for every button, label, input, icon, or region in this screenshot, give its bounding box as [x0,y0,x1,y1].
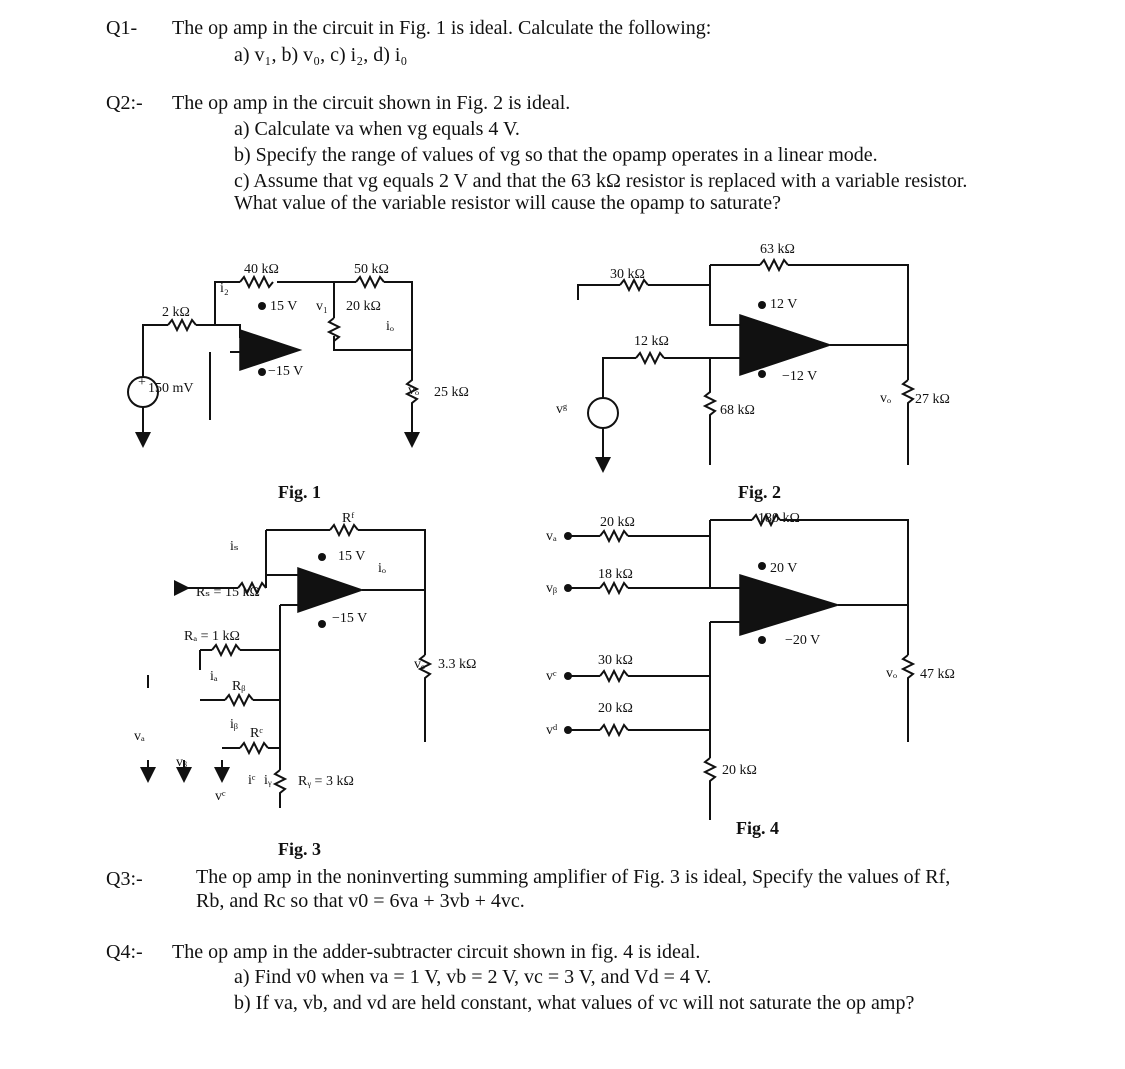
fig1-label-i2: i₂ [220,281,229,296]
fig2-label-vg: vᵍ [556,402,568,417]
q3-number: Q3:- [106,868,143,890]
fig1-label-vpos: 15 V [270,299,298,314]
fig2-caption: Fig. 2 [738,482,781,502]
fig1-circuit [128,262,469,502]
q4-number: Q4:- [106,941,143,963]
fig2-label-va: vₒ [880,391,892,406]
fig1-resistor-2k [168,320,196,330]
fig4-label-vpos: 20 V [770,561,798,576]
q2-part-c1: c) Assume that vg equals 2 V and that the 63 kΩ resistor is replaced with a variable resistor. [234,170,968,192]
fig3-label-ra: Rₐ = 1 kΩ [184,629,240,644]
q1-line2: a) v₁, b) v₀, c) i₂, d) i₀ [234,44,408,66]
fig3-label-vc: vᶜ [215,789,226,804]
q2-part-b: b) Specify the range of values of vg so that the opamp operates in a linear mode. [234,144,878,166]
fig4-resistor-18k [600,583,628,593]
fig3-label-is: iₛ [230,539,239,554]
fig1-label-2k: 2 kΩ [162,305,190,320]
fig2-circuit [556,242,950,502]
fig4-label-20k-a: 20 kΩ [600,515,635,530]
fig4-resistor-20k-a [600,531,628,541]
fig4-label-vb: vᵦ [546,581,557,596]
fig1-label-vneg: −15 V [268,364,304,379]
fig2-voltage-source [588,398,618,428]
fig1-resistor-40k [240,277,273,287]
fig2-label-12k: 12 kΩ [634,334,669,349]
fig2-label-vpos: 12 V [770,297,798,312]
fig2-label-63k: 63 kΩ [760,242,795,257]
fig2-resistor-68k [705,358,715,465]
fig3-resistor-rf [330,525,358,535]
fig1-src-label: 150 mV [148,381,194,396]
fig4-label-30k: 30 kΩ [598,653,633,668]
q4-part-b: b) If va, vb, and vd are held constant, what values of vc will not saturate the op amp? [234,992,915,1014]
q2-line1: The op amp in the circuit shown in Fig. 2 is ideal. [172,92,571,114]
fig4-label-vd: vᵈ [546,723,558,738]
fig1-label-50k: 50 kΩ [354,262,389,277]
fig3-opamp [298,568,362,612]
fig4-resistor-20k-c [705,758,715,820]
fig3-label-rb: Rᵦ [232,679,246,694]
q2-number: Q2:- [106,92,143,114]
fig1-label-v1: v₁ [316,299,328,314]
fig3-resistor-ra [212,645,240,655]
fig1-label-io: iₒ [386,319,394,334]
fig3-label-rg: Rᵧ = 3 kΩ [298,774,354,789]
fig1-label-vo: vₒ [408,383,420,398]
q3-line2: Rb, and Rc so that v0 = 6va + 3vb + 4vc. [196,890,525,912]
fig3-label-io: iₒ [378,561,386,576]
fig3-label-va: vₐ [134,729,145,744]
fig4-label-18k: 18 kΩ [598,567,633,582]
fig3-label-vpos: 15 V [338,549,366,564]
fig4-label-vc: vᶜ [546,669,557,684]
fig4-label-va: vₐ [546,529,557,544]
q2-part-a: a) Calculate va when vg equals 4 V. [234,118,520,140]
fig4-caption: Fig. 4 [736,818,779,838]
fig3-circuit [134,511,476,859]
fig2-resistor-63k [760,260,788,270]
fig1-caption: Fig. 1 [278,482,321,502]
fig2-resistor-27k [903,380,913,465]
q1-number: Q1- [106,17,138,39]
fig2-label-27k: 27 kΩ [915,392,950,407]
svg-text:+: + [138,375,146,390]
q1-line1: The op amp in the circuit in Fig. 1 is ideal. Calculate the following: [172,17,712,39]
fig4-label-20k-c: 20 kΩ [722,763,757,778]
q4-part-a: a) Find v0 when va = 1 V, vb = 2 V, vc = 3 V, and Vd = 4 V. [234,966,712,988]
fig1-resistor-50k [356,277,384,287]
fig2-label-vneg: −12 V [782,369,818,384]
fig3-label-33k: 3.3 kΩ [438,657,477,672]
fig4-resistor-30k [600,671,628,681]
q3-line1: The op amp in the noninverting summing amplifier of Fig. 3 is ideal, Specify the values of Rf, [196,866,951,888]
fig3-caption: Fig. 3 [278,839,321,859]
fig3-label-rs: Rₛ = 15 kΩ [196,585,260,600]
fig2-label-30k: 30 kΩ [610,267,645,282]
fig3-label-ia: iₐ [210,669,218,684]
fig4-circuit [546,511,955,838]
fig4-label-20k-b: 20 kΩ [598,701,633,716]
q2-part-c2: What value of the variable resistor will cause the opamp to saturate? [234,192,782,214]
fig1-label-25k: 25 kΩ [434,385,469,400]
fig2-opamp [740,315,830,375]
fig3-label-ic: iᶜ [248,773,256,788]
fig3-label-vb: vᵦ [176,755,187,770]
fig1-label-40k: 40 kΩ [244,262,279,277]
fig4-label-47k: 47 kΩ [920,667,955,682]
fig4-label-vo: vₒ [886,666,898,681]
fig3-label-rc: Rᶜ [250,726,263,741]
fig3-resistor-rc [240,743,268,753]
fig3-label-ig: iᵧ [264,773,272,788]
fig3-label-ib: iᵦ [230,717,238,732]
fig4-label-vneg: −20 V [785,633,821,648]
fig2-label-68k: 68 kΩ [720,403,755,418]
fig4-resistor-47k [903,655,913,742]
q4-line1: The op amp in the adder-subtracter circuit shown in fig. 4 is ideal. [172,941,701,963]
fig3-label-vneg: −15 V [332,611,368,626]
fig3-resistor-rb [225,695,253,705]
fig2-resistor-12k [636,353,664,363]
fig4-resistor-20k-b [600,725,628,735]
fig3-label-vo: vₒ [414,657,426,672]
fig3-label-rf: Rᶠ [342,511,355,526]
fig4-label-180k: 180 kΩ [758,511,800,526]
fig3-resistor-rg [275,770,285,808]
fig4-opamp [740,575,838,635]
fig1-label-20k: 20 kΩ [346,299,381,314]
